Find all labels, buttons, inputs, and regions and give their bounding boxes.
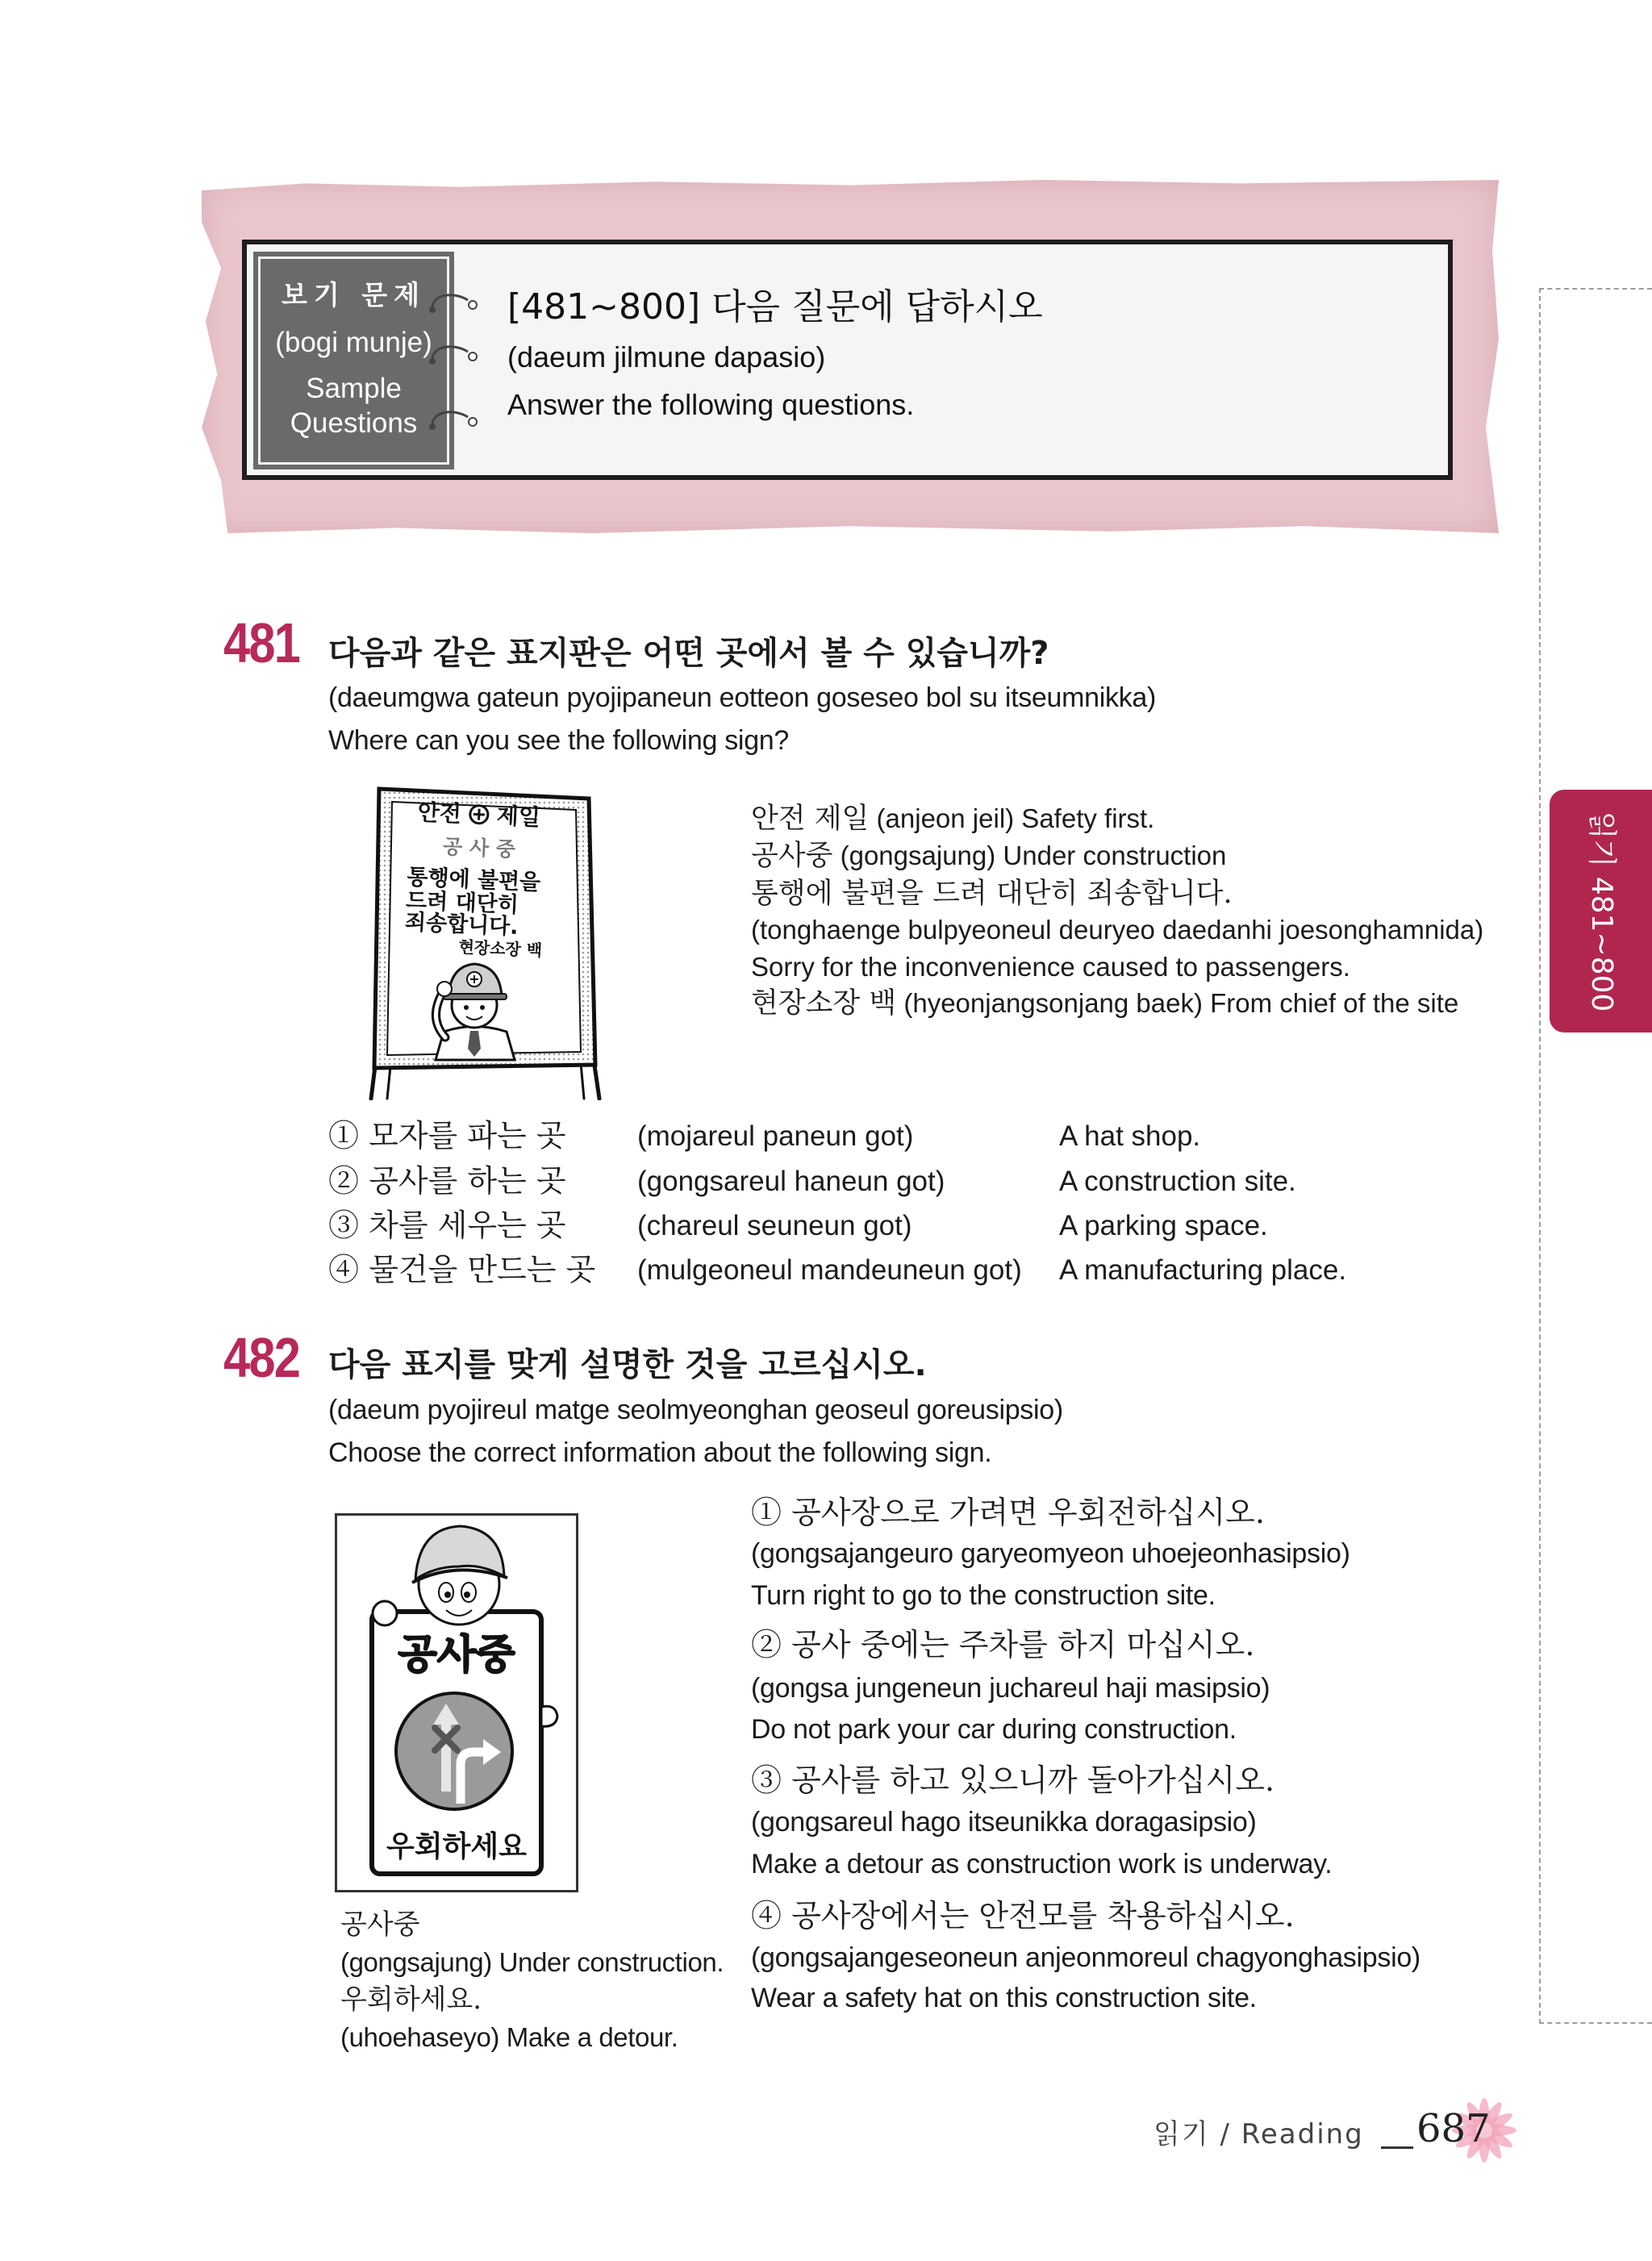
sign-text-line3: 통행에 불편을	[406, 864, 541, 896]
instruction-title: [481~800] 다음 질문에 답하시오	[507, 286, 1043, 327]
label-english-line1: Sample	[306, 373, 402, 404]
choice-korean: ② 공사를 하는 곳	[328, 1163, 566, 1199]
footer-rule	[1381, 2146, 1413, 2149]
option-korean: ② 공사 중에는 주차를 하지 마십시오.	[751, 1627, 1255, 1662]
sign-text-under-construction: 공사중	[398, 1631, 515, 1678]
vocab-line	[751, 953, 1350, 980]
binder-ring-icon	[426, 282, 499, 436]
vocab-korean: 안전 제일	[751, 803, 870, 835]
construction-sign-illustration	[353, 786, 603, 1100]
sign-text-under-construction: 공 사 중	[442, 834, 516, 861]
label-korean: 보기 문제	[281, 279, 426, 311]
question-481-text: 다음과 같은 표지판은 어떤 곳에서 볼 수 있습니까?	[328, 635, 1049, 672]
sign-text-line4: 드려 대단히	[405, 887, 519, 918]
caption-korean: 공사중	[340, 1909, 420, 1941]
choice-english: A hat shop.	[1059, 1120, 1201, 1152]
footer-section-label: 읽기 / Reading	[1153, 2118, 1364, 2150]
option-korean: ① 공사장으로 가려면 우회전하십시오.	[751, 1495, 1265, 1530]
vocab-line	[751, 805, 1154, 833]
option-english: Do not park your car during construction.	[751, 1714, 1237, 1745]
option-romanized: (gongsareul hago itseunikka doragasipsio)	[751, 1807, 1257, 1838]
question-number-481: 481	[223, 611, 300, 674]
page-number: 687	[1416, 2106, 1491, 2151]
choice-english: A manufacturing place.	[1059, 1254, 1347, 1286]
choice-english: A parking space.	[1059, 1210, 1268, 1241]
choice-romanized: (mojareul paneun got)	[637, 1120, 914, 1152]
question-481-english: Where can you see the following sign?	[328, 725, 790, 756]
vocab-line	[751, 880, 1233, 908]
vocab-korean: 공사중	[751, 840, 833, 872]
sign-text-line5: 죄송합니다.	[404, 909, 519, 940]
vocab-line	[751, 987, 1459, 1020]
detour-sign-illustration	[335, 1513, 578, 1892]
vocab-korean: 현장소장 백	[751, 987, 897, 1020]
choice-korean: ④ 물건을 만드는 곳	[328, 1252, 596, 1287]
vocab-gloss: (gongsajung) Under construction	[840, 841, 1227, 870]
instruction-box	[242, 240, 1453, 480]
detour-arrow-icon	[396, 1693, 512, 1809]
section-tab	[1550, 790, 1652, 1032]
question-number-482: 482	[223, 1326, 300, 1389]
caption-korean: 우회하세요.	[340, 1984, 482, 2016]
vocab-line	[751, 842, 1226, 870]
option-english: Wear a safety hat on this construction site.	[751, 1983, 1257, 2013]
option-korean: ③ 공사를 하고 있으니까 돌아가십시오.	[751, 1762, 1275, 1798]
option-romanized: (gongsajangeuro garyeomyeon uhoejeonhasipsio)	[751, 1538, 1350, 1569]
sign-text-first: 제일	[496, 802, 541, 831]
vocab-line	[751, 916, 1483, 943]
dashed-margin-frame	[1539, 288, 1652, 2024]
instruction-english: Answer the following questions.	[507, 388, 915, 421]
sample-questions-label	[253, 252, 454, 469]
choice-romanized: (mulgeoneul mandeuneun got)	[637, 1254, 1022, 1286]
choice-english: A construction site.	[1059, 1166, 1296, 1197]
question-482-english: Choose the correct information about the following sign.	[328, 1437, 992, 1468]
sign-text-detour: 우회하세요	[386, 1830, 527, 1863]
sign-text-site-chief: 현장소장 백	[458, 937, 543, 961]
choice-korean: ③ 차를 세우는 곳	[328, 1208, 566, 1243]
option-korean: ④ 공사장에서는 안전모를 착용하십시오.	[751, 1898, 1295, 1934]
choice-romanized: (gongsareul haneun got)	[637, 1166, 945, 1197]
option-english: Make a detour as construction work is underway.	[751, 1849, 1333, 1879]
sign-text-safety: 안전	[417, 799, 462, 828]
vocab-gloss: (hyeonjangsonjang baek) From chief of the site	[903, 988, 1459, 1018]
vocab-gloss: Sorry for the inconvenience caused to passengers.	[751, 952, 1350, 982]
caption-gloss: (uhoehaseyo) Make a detour.	[340, 2022, 678, 2052]
vocab-korean: 통행에 불편을 드려 대단히 죄송합니다.	[751, 878, 1233, 910]
vocab-gloss: (anjeon jeil) Safety first.	[876, 803, 1155, 833]
section-tab-label: 읽기 481~800	[1584, 811, 1618, 1012]
option-english: Turn right to go to the construction site.	[751, 1580, 1216, 1611]
option-romanized: (gongsajangeseoneun anjeonmoreul chagyonghasipsio)	[751, 1942, 1420, 1973]
question-481-romanized: (daeumgwa gateun pyojipaneun eotteon goseseo bol su itseumnikka)	[328, 682, 1157, 713]
question-482-romanized: (daeum pyojireul matge seolmyeonghan geoseul goreusipsio)	[328, 1395, 1063, 1425]
label-english-line2: Questions	[290, 407, 418, 439]
vocab-gloss: (tonghaenge bulpyeoneul deuryeo daedanhi joesonghamnida)	[751, 915, 1484, 945]
choice-romanized: (chareul seuneun got)	[637, 1210, 912, 1241]
choice-korean: ① 모자를 파는 곳	[328, 1118, 566, 1153]
option-romanized: (gongsa jungeneun juchareul haji masipsio)	[751, 1673, 1270, 1704]
question-482-text: 다음 표지를 맞게 설명한 것을 고르십시오.	[328, 1346, 927, 1383]
caption-gloss: (gongsajung) Under construction.	[340, 1947, 724, 1977]
instruction-romanized: (daeum jilmune dapasio)	[507, 340, 826, 373]
safety-cross-icon	[469, 805, 488, 824]
label-romanized: (bogi munje)	[275, 327, 432, 358]
